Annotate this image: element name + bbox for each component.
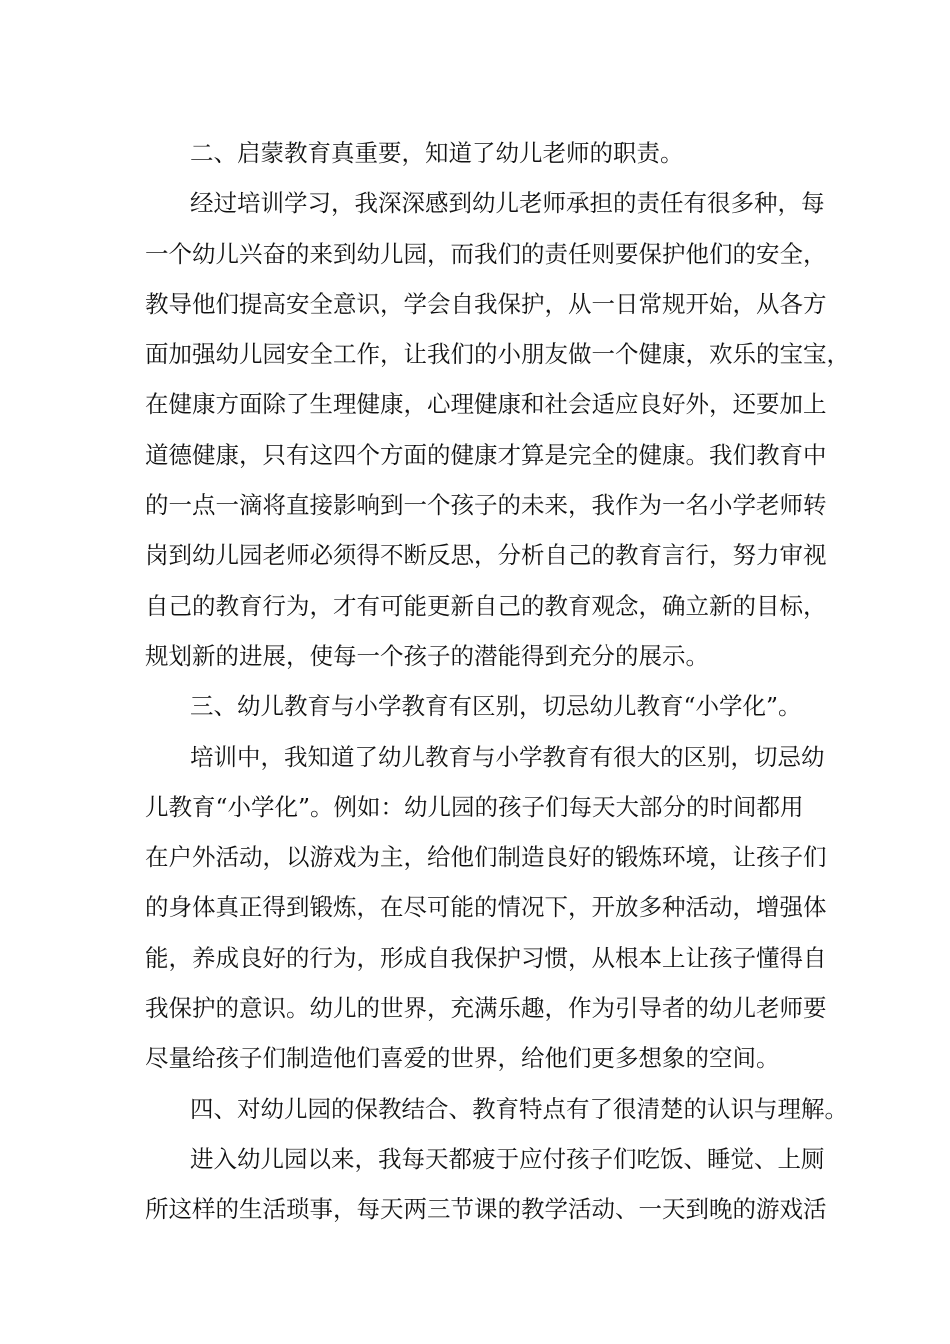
text-line: 道德健康，只有这四个方面的健康才算是完全的健康。我们教育中 [145, 440, 827, 469]
text-line: 四、对幼儿园的保教结合、教育特点有了很清楚的认识与理解。 [190, 1094, 848, 1123]
text-line: 的身体真正得到锻炼，在尽可能的情况下，开放多种活动，增强体 [145, 893, 827, 922]
text-line: 岗到幼儿园老师必须得不断反思，分析自己的教育言行，努力审视 [145, 541, 827, 570]
document-body [145, 128, 850, 1235]
text-line: 一个幼儿兴奋的来到幼儿园，而我们的责任则要保护他们的安全， [145, 239, 827, 268]
text-line: 在健康方面除了生理健康，心理健康和社会适应良好外，还要加上 [145, 390, 827, 419]
text-line: 自己的教育行为，才有可能更新自己的教育观念，确立新的目标， [145, 591, 827, 620]
text-line: 三、幼儿教育与小学教育有区别，切忌幼儿教育“小学化”。 [190, 692, 802, 721]
text-line: 能，养成良好的行为，形成自我保护习惯，从根本上让孩子懂得自 [145, 943, 827, 972]
text-line: 所这样的生活琐事，每天两三节课的教学活动、一天到晚的游戏活 [145, 1195, 827, 1224]
text-line: 尽量给孩子们制造他们喜爱的世界，给他们更多想象的空间。 [145, 1044, 780, 1073]
text-line: 规划新的进展，使每一个孩子的潜能得到充分的展示。 [145, 641, 709, 670]
text-line: 面加强幼儿园安全工作，让我们的小朋友做一个健康，欢乐的宝宝， [145, 340, 850, 369]
text-line: 二、启蒙教育真重要，知道了幼儿老师的职责。 [190, 139, 684, 167]
text-line: 在户外活动，以游戏为主，给他们制造良好的锻炼环境，让孩子们 [145, 843, 827, 872]
text-line: 培训中，我知道了幼儿教育与小学教育有很大的区别，切忌幼 [190, 742, 825, 771]
text-line: 经过培训学习，我深深感到幼儿老师承担的责任有很多种，每 [190, 189, 825, 218]
text-line: 儿教育“小学化”。例如：幼儿园的孩子们每天大部分的时间都用 [145, 792, 804, 821]
text-line: 教导他们提高安全意识，学会自我保护，从一日常规开始，从各方 [145, 289, 827, 318]
text-line: 进入幼儿园以来，我每天都疲于应付孩子们吃饭、睡觉、上厕 [190, 1144, 825, 1173]
text-line: 的一点一滴将直接影响到一个孩子的未来，我作为一名小学老师转 [145, 491, 827, 520]
text-line: 我保护的意识。幼儿的世界，充满乐趣，作为引导者的幼儿老师要 [145, 994, 827, 1023]
